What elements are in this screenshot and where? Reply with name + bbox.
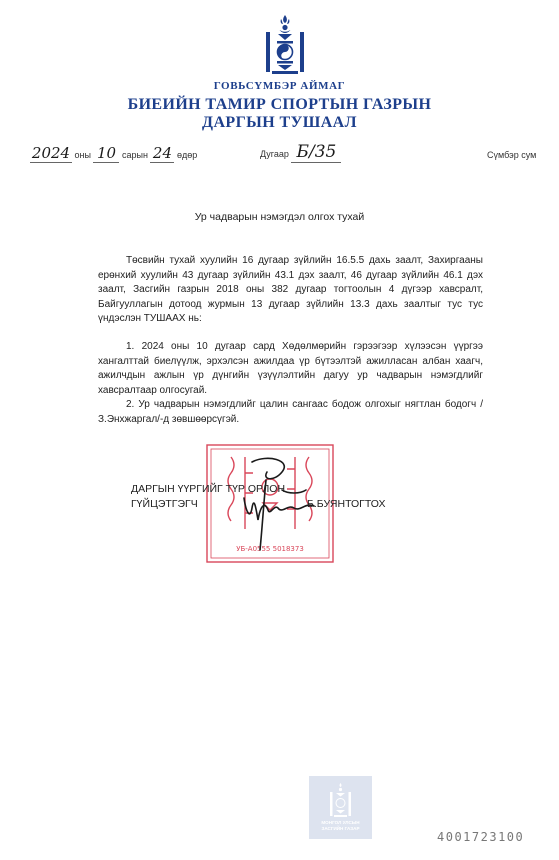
- place: Сүмбэр сум: [487, 150, 537, 160]
- preamble-paragraph: [98, 254, 483, 327]
- serial-number: 4001723100: [437, 830, 525, 844]
- date-line: [30, 144, 197, 163]
- number-line: [260, 142, 341, 163]
- government-logo-line-2: ЗАСГИЙН ГАЗАР: [321, 826, 360, 831]
- document-number: Б/35: [291, 142, 341, 163]
- signatory-title-line-2: ГҮЙЦЭТГЭГЧ: [131, 498, 198, 510]
- item-1-text: 1. 2024 оны 10 дугаар сард Хөдөлмөрийн гэрээгээр хүлээсэн үүргээ хангалттай биелүүлж, эрхэлсэн ажилдаа үр бүтээлтэй ажилласан албан хаагч, ажилчдын ажлын үр дүнгийн үзүүлэлтийн дагуу ур чадварын нэмэгдлийг хавсралтаар олгосугай.: [98, 341, 483, 396]
- date-month-suffix: сарын: [122, 150, 148, 160]
- item-2-paragraph: [98, 398, 483, 427]
- government-emblem-icon: [329, 782, 352, 818]
- document-subject: Ур чадварын нэмэгдэл олгох тухай: [194, 211, 365, 223]
- number-label: Дугаар: [260, 149, 289, 159]
- date-day-suffix: өдөр: [176, 150, 198, 160]
- government-logo-caption: [309, 820, 372, 832]
- item-2-text: 2. Ур чадварын нэмэгдлийг цалин сангаас бодож олгохыг нягтлан бодогч /З.Энхжаргал/-д зөвшөөрсүгэй.: [98, 399, 483, 425]
- organization-title: БИЕИЙН ТАМИР СПОРТЫН ГАЗРЫН: [127, 96, 432, 113]
- government-logo-line-1: МОНГОЛ УЛСЫН: [321, 820, 360, 825]
- signatory-title-line-1: ДАРГЫН ҮҮРГИЙГ ТҮР ОРЛОН: [131, 483, 286, 495]
- soyombo-emblem-icon: [263, 14, 307, 76]
- date-year: 2024: [31, 144, 71, 162]
- date-month: 10: [93, 144, 119, 163]
- preamble-text: Төсвийн тухай хуулийн 16 дугаар зүйлийн 16.5.5 дахь заалт, Захиргааны ерөнхий хуулийн 43 дугаар зүйлийн 43.1 дэх заалт, 46 дугаар зүйлийн 46.1 дэх заалт, Засгийн газрын 2018 оны 382 дугаар тогтоолын 4 дүгээр хавсралт, Байгууллагын дотоод журмын 13 дугаар зүйлийн 13.3 дахь заалтыг тус тус үндэслэн ТУШААХ нь:: [98, 255, 483, 324]
- item-1-paragraph: [98, 340, 483, 398]
- date-day: 24: [150, 144, 174, 163]
- aimag-title: ГОВЬСҮМБЭР АЙМАГ: [213, 80, 346, 92]
- stamp-number: УБ-А0555 5018373: [236, 545, 304, 553]
- government-logo: [309, 776, 372, 839]
- document-type-title: ДАРГЫН ТУШААЛ: [202, 114, 357, 131]
- date-year-suffix: оны: [74, 150, 91, 160]
- signatory-name: Б.БУЯНТОГТОХ: [307, 498, 386, 510]
